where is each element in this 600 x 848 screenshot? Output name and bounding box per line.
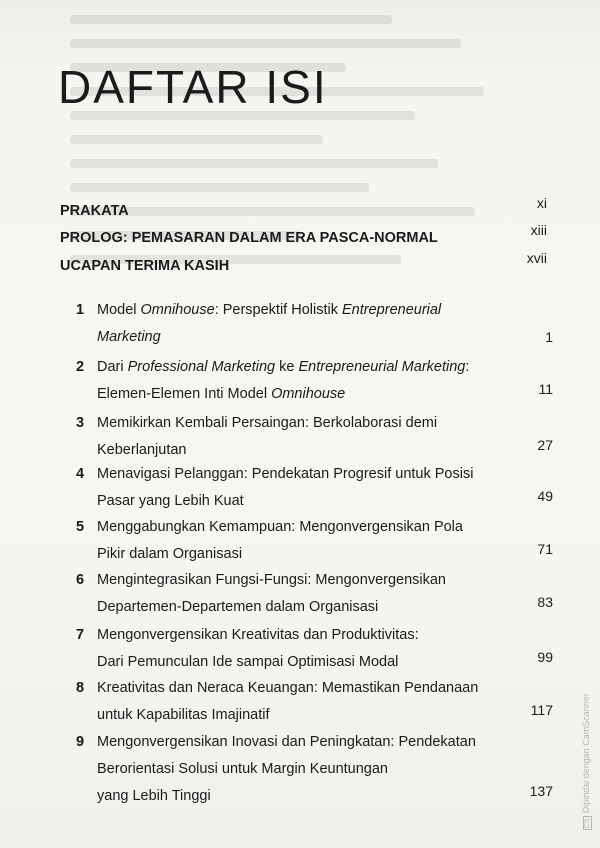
title-text: Pasar yang Lebih Kuat xyxy=(97,493,244,509)
title-text: Dari Pemunculan Ide sampai Optimisasi Modal xyxy=(97,654,399,670)
chapter-title-line xyxy=(97,514,463,541)
toc-entry[interactable] xyxy=(60,514,560,568)
title-text: Pikir dalam Organisasi xyxy=(97,546,243,562)
chapter-title-line xyxy=(97,567,446,594)
title-text: Entrepreneurial Marketing xyxy=(298,359,466,375)
chapter-number: 5 xyxy=(76,519,85,535)
chapter-title-line xyxy=(97,649,398,676)
title-text: Memikirkan Kembali Persaingan: Berkolaborasi demi xyxy=(97,415,438,431)
chapter-page-number: 99 xyxy=(537,649,553,665)
title-text: Mengonvergensikan Kreativitas dan Produktivitas: xyxy=(97,627,419,643)
chapter-title-line xyxy=(97,622,419,649)
chapter-number: 3 xyxy=(76,415,85,431)
title-text: Marketing xyxy=(97,329,161,345)
front-matter-label: UCAPAN TERIMA KASIH xyxy=(60,258,230,274)
title-text: Berorientasi Solusi untuk Margin Keuntungan xyxy=(97,761,388,777)
title-text: untuk Kapabilitas Imajinatif xyxy=(97,707,270,723)
title-text: Keberlanjutan xyxy=(97,442,187,458)
toc-entry[interactable] xyxy=(60,297,560,351)
chapter-number: 1 xyxy=(76,302,85,318)
chapter-title-line xyxy=(97,297,441,324)
title-text: Kreativitas dan Neraca Keuangan: Memastikan Pendanaan xyxy=(97,680,479,696)
bleed-through-text xyxy=(70,0,530,290)
chapter-page-number: 11 xyxy=(538,381,553,397)
chapter-page-number: 27 xyxy=(537,437,553,453)
front-matter-label: PROLOG: PEMASARAN DALAM ERA PASCA-NORMAL xyxy=(60,230,438,246)
title-text: yang Lebih Tinggi xyxy=(97,788,211,804)
front-matter-page-number: xvii xyxy=(526,250,547,266)
chapter-title-line xyxy=(97,729,476,756)
chapter-page-number: 71 xyxy=(537,541,553,557)
chapter-title-line xyxy=(97,354,469,381)
chapter-title-line xyxy=(97,541,242,568)
chapter-title-line xyxy=(97,410,437,437)
title-text: Departemen-Departemen dalam Organisasi xyxy=(97,599,379,615)
camscanner-watermark xyxy=(581,693,592,830)
chapter-page-number: 1 xyxy=(545,329,553,345)
title-text: Mengintegrasikan Fungsi-Fungsi: Mengonvergensikan xyxy=(97,572,446,588)
page-title: DAFTAR ISI xyxy=(58,61,328,113)
chapter-title-line xyxy=(97,461,473,488)
title-text: Menggabungkan Kemampuan: Mengonvergensikan Pola xyxy=(97,519,463,535)
toc-entry[interactable] xyxy=(60,461,560,515)
title-text: Mengonvergensikan Inovasi dan Peningkatan: Pendekatan xyxy=(97,734,476,750)
title-text: : xyxy=(465,359,470,375)
title-text: Model xyxy=(97,302,141,318)
chapter-title-line xyxy=(97,437,187,464)
chapter-number: 7 xyxy=(76,627,85,643)
chapter-title-line xyxy=(97,783,211,810)
toc-entry[interactable] xyxy=(60,729,560,810)
chapter-title-line xyxy=(97,675,478,702)
toc-entry[interactable] xyxy=(60,675,560,729)
title-text: ke xyxy=(275,359,299,375)
title-text: Omnihouse xyxy=(140,302,215,318)
chapter-title-line xyxy=(97,381,345,408)
chapter-number: 8 xyxy=(76,680,85,696)
chapter-title-line xyxy=(97,702,270,729)
watermark-text: Dipindai dengan CamScanner xyxy=(581,693,591,814)
title-text: Entrepreneurial xyxy=(342,302,442,318)
front-matter-label: PRAKATA xyxy=(60,203,129,219)
title-text: Elemen-Elemen Inti Model xyxy=(97,386,272,402)
toc-entry[interactable] xyxy=(60,567,560,621)
title-text: Professional Marketing xyxy=(127,359,276,375)
front-matter-page-number: xi xyxy=(536,195,547,211)
chapter-page-number: 137 xyxy=(529,783,553,799)
chapter-number: 4 xyxy=(76,466,85,482)
chapter-title-line xyxy=(97,594,378,621)
title-text: Menavigasi Pelanggan: Pendekatan Progresif untuk Posisi xyxy=(97,466,474,482)
chapter-number: 6 xyxy=(76,572,85,588)
chapter-page-number: 49 xyxy=(537,488,553,504)
chapter-number: 9 xyxy=(76,734,85,750)
toc-entry[interactable] xyxy=(60,410,560,464)
title-text: : Perspektif Holistik xyxy=(214,302,343,318)
title-text: Dari xyxy=(97,359,128,375)
chapter-title-line xyxy=(97,488,244,515)
title-text: Omnihouse xyxy=(271,386,346,402)
chapter-title-line xyxy=(97,324,161,351)
chapter-page-number: 117 xyxy=(530,702,553,718)
toc-entry[interactable] xyxy=(60,622,560,676)
front-matter-page-number: xiii xyxy=(530,222,547,238)
chapter-number: 2 xyxy=(76,359,85,375)
chapter-title-line xyxy=(97,756,388,783)
toc-entry[interactable] xyxy=(60,354,560,408)
camscanner-logo-icon: CS xyxy=(584,818,591,828)
chapter-page-number: 83 xyxy=(537,594,553,610)
